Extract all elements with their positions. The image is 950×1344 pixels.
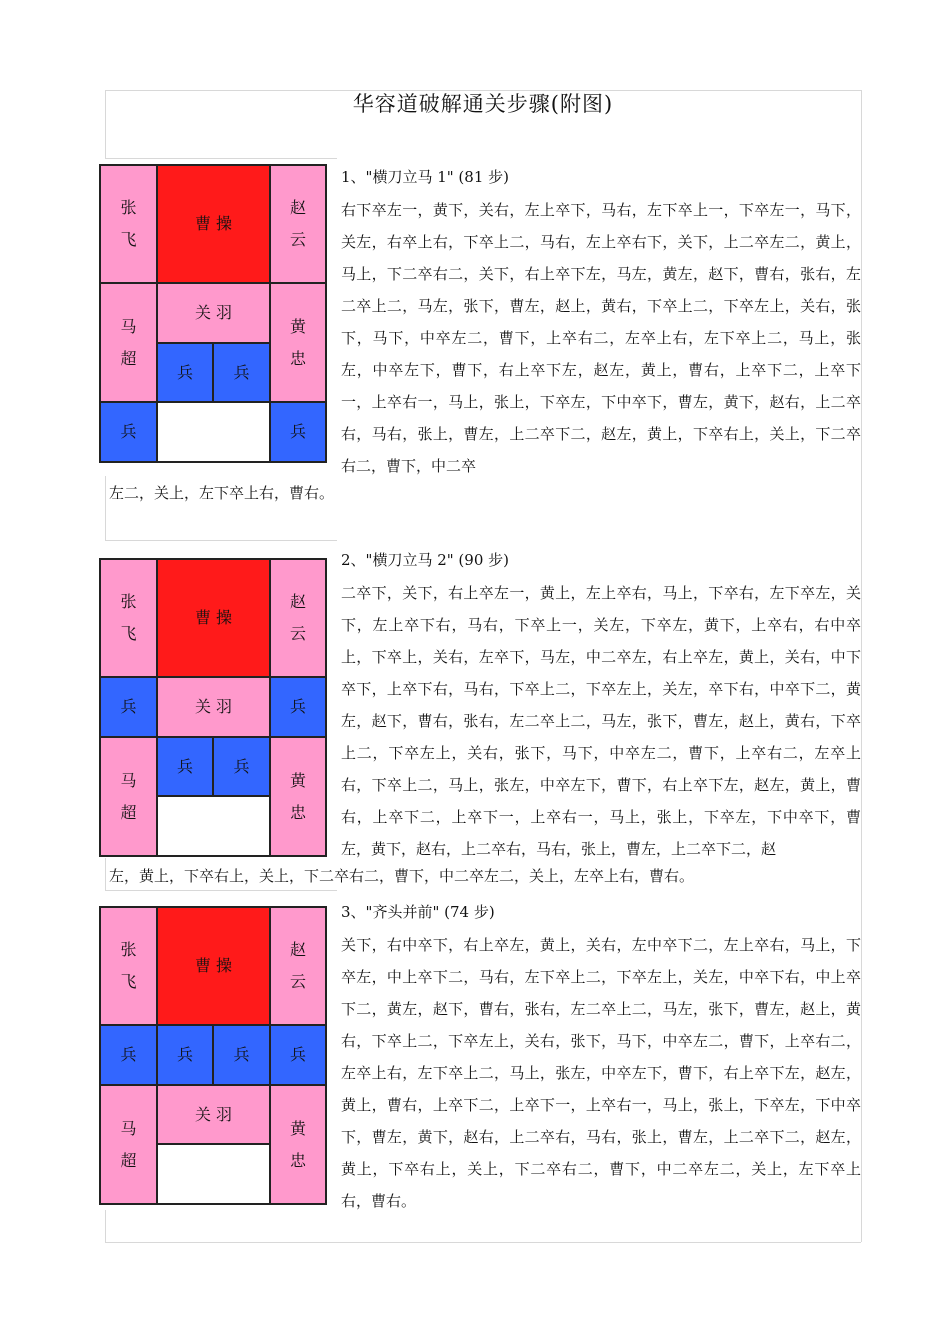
piece-soldier <box>213 1025 270 1085</box>
piece-label: 马 <box>120 316 137 336</box>
piece-label: 赵 <box>289 592 306 611</box>
piece-machao <box>100 1085 157 1204</box>
piece-label: 马 <box>120 1118 137 1138</box>
piece-soldier <box>270 402 326 462</box>
piece-label: 黄 <box>289 316 306 336</box>
piece-huangzhong <box>270 737 326 856</box>
piece-label: 兵 <box>289 697 306 716</box>
frame-bottom-line <box>105 1242 861 1243</box>
piece-caocao <box>157 165 270 283</box>
piece-zhangfei <box>100 559 157 677</box>
piece-label: 兵 <box>176 756 193 776</box>
piece-soldier <box>100 677 157 737</box>
piece-zhangfei <box>100 165 157 283</box>
empty-space <box>157 1144 270 1204</box>
page-title: 华容道破解通关步骤(附图) <box>352 92 614 116</box>
piece-label: 兵 <box>289 1045 306 1064</box>
frame-right-line <box>861 90 862 1242</box>
piece-label: 忠 <box>289 802 306 822</box>
piece-label: 张 <box>120 198 137 217</box>
frame-line-a <box>105 158 337 159</box>
piece-label: 赵 <box>289 198 306 217</box>
piece-label: 兵 <box>120 697 137 716</box>
section-heading-1: 1、"横刀立马 1" (81 步) <box>341 168 509 186</box>
piece-caocao <box>157 559 270 677</box>
piece-label: 兵 <box>233 756 250 776</box>
piece-label: 兵 <box>176 362 193 382</box>
piece-label: 飞 <box>120 972 137 991</box>
frame-left-line-2 <box>105 476 106 540</box>
piece-soldier <box>213 343 270 402</box>
piece-zhaoyun <box>270 165 326 283</box>
piece-label: 曹 操 <box>194 608 233 627</box>
piece-label: 兵 <box>176 1045 193 1064</box>
piece-machao <box>100 283 157 402</box>
piece-label: 马 <box>120 770 137 790</box>
frame-left-line-4 <box>105 1210 106 1242</box>
piece-label: 超 <box>120 1150 137 1170</box>
piece-guanyu <box>157 283 270 343</box>
piece-label: 赵 <box>289 940 306 959</box>
section-heading-3: 3、"齐头并前" (74 步) <box>341 903 495 921</box>
piece-huangzhong <box>270 283 326 402</box>
piece-soldier <box>270 677 326 737</box>
piece-label: 张 <box>120 592 137 611</box>
section-steps-2: 二卒下，关下，右上卒左一，黄上，左上卒右，马上，下卒右，左下卒左，关下，左上卒下右，马右，下卒上一，关左，下卒左，黄下，上卒右，右中卒上，下卒上，关右，左卒下，马左，中二卒左，右上卒左，黄上，关右，中下卒下，上卒下右，马右，下卒上二，下卒左上，关左，卒下右，中卒下二，黄左，赵下，曹右，张右，左二卒上二，马左，张下，曹左，赵上，黄右，下卒上二，下卒左上，关右，张下，马下，中卒左二，曹下，上卒右二，左卒上右，下卒上二，马上，张左，中卒左下，曹下，右上卒下左，赵左，黄上，曹右，上卒下二，上卒下一，上卒右一，马上，张上，下卒左，下中卒下，曹左，黄下，赵右，上二卒右，马右，张上，曹左，上二卒下二，赵 <box>341 584 861 858</box>
piece-label: 黄 <box>289 1118 306 1138</box>
board-layout-3 <box>99 906 327 1205</box>
section-steps-1: 右下卒左一，黄下，关右，左上卒下，马右，左下卒上一，下卒左一，马下，关左，右卒上右，下卒上二，马右，左上卒右下，关下，上二卒左二，黄上，马上，下二卒右二，关下，右上卒下左，马左，黄左，赵下，曹右，张右，左二卒上二，马左，张下，曹左，赵上，黄右，下卒上二，下卒左上，关右，张下，马下，中卒左二，曹下，上卒右二，左卒上右，左下卒上二，马上，张左，中卒左下，曹下，右上卒下左，赵左，黄上，曹右，上卒下二，上卒下一，上卒右一，马上，张上，下卒左，下中卒下，曹左，黄下，赵右，上二卒右，马右，张上，曹左，上二卒下二，赵左，黄上，下卒右上，关上，下二卒右二，曹下，中二卒 <box>341 201 861 475</box>
piece-label: 曹 操 <box>194 956 233 975</box>
piece-label: 曹 操 <box>194 214 233 233</box>
piece-soldier <box>100 1025 157 1085</box>
piece-guanyu <box>157 1085 270 1144</box>
section-steps-3: 关下，右中卒下，右上卒左，黄上，关右，左中卒下二，左上卒右，马上，下卒左，中上卒下二，马右，左下卒上二，下卒左上，关左，中卒下右，中上卒下二，黄左，赵下，曹右，张右，左二卒上二，马左，张下，曹左，赵上，黄右，下卒上二，下卒左上，关右，张下，马下，中卒左二，曹下，上卒右二，左卒上右，左下卒上二，马上，张左，中卒左下，曹下，右上卒下左，赵左，黄上，曹右，上卒下二，上卒下一，上卒右一，马上，张上，下卒左，下中卒下，曹左，黄下，赵右，上二卒右，马右，张上，曹左，上二卒下二，赵左，黄上，下卒右上，关上，下二卒右二，曹下，中二卒左二，关上，左下卒上右，曹右。 <box>341 936 861 1210</box>
section-steps-tail-1: 左二，关上，左下卒上右，曹右。 <box>109 484 335 502</box>
frame-line-c <box>105 890 337 891</box>
piece-zhaoyun <box>270 559 326 677</box>
piece-label: 超 <box>120 802 137 822</box>
piece-machao <box>100 737 157 856</box>
piece-soldier <box>157 737 213 796</box>
board-layout-2 <box>99 558 327 857</box>
piece-label: 忠 <box>289 1150 306 1170</box>
empty-space <box>157 402 270 462</box>
piece-label: 云 <box>289 972 306 991</box>
piece-soldier <box>157 343 213 402</box>
piece-huangzhong <box>270 1085 326 1204</box>
frame-line-b <box>105 540 337 541</box>
piece-label: 黄 <box>289 770 306 790</box>
piece-label: 关 羽 <box>194 303 233 322</box>
piece-label: 关 羽 <box>194 1104 233 1124</box>
piece-label: 兵 <box>120 1045 137 1064</box>
piece-label: 张 <box>120 940 137 959</box>
piece-soldier <box>213 737 270 796</box>
frame-left-line-3 <box>105 858 106 890</box>
board-layout-1 <box>99 164 327 463</box>
piece-label: 兵 <box>120 422 137 441</box>
piece-soldier <box>100 402 157 462</box>
piece-label: 关 羽 <box>194 697 233 716</box>
piece-label: 兵 <box>233 362 250 382</box>
piece-zhangfei <box>100 907 157 1025</box>
piece-guanyu <box>157 677 270 737</box>
piece-label: 兵 <box>233 1045 250 1064</box>
section-heading-2: 2、"横刀立马 2" (90 步) <box>341 551 509 569</box>
section-steps-tail-2: 左，黄上，下卒右上，关上，下二卒右二，曹下，中二卒左二，关上，左卒上右，曹右。 <box>109 867 695 885</box>
piece-soldier <box>157 1025 213 1085</box>
piece-label: 忠 <box>289 348 306 368</box>
piece-caocao <box>157 907 270 1025</box>
piece-label: 云 <box>289 624 306 643</box>
piece-label: 飞 <box>120 624 137 643</box>
piece-label: 超 <box>120 348 137 368</box>
piece-zhaoyun <box>270 907 326 1025</box>
piece-label: 飞 <box>120 230 137 249</box>
piece-soldier <box>270 1025 326 1085</box>
piece-label: 云 <box>289 230 306 249</box>
empty-space <box>157 796 270 856</box>
piece-label: 兵 <box>289 422 306 441</box>
